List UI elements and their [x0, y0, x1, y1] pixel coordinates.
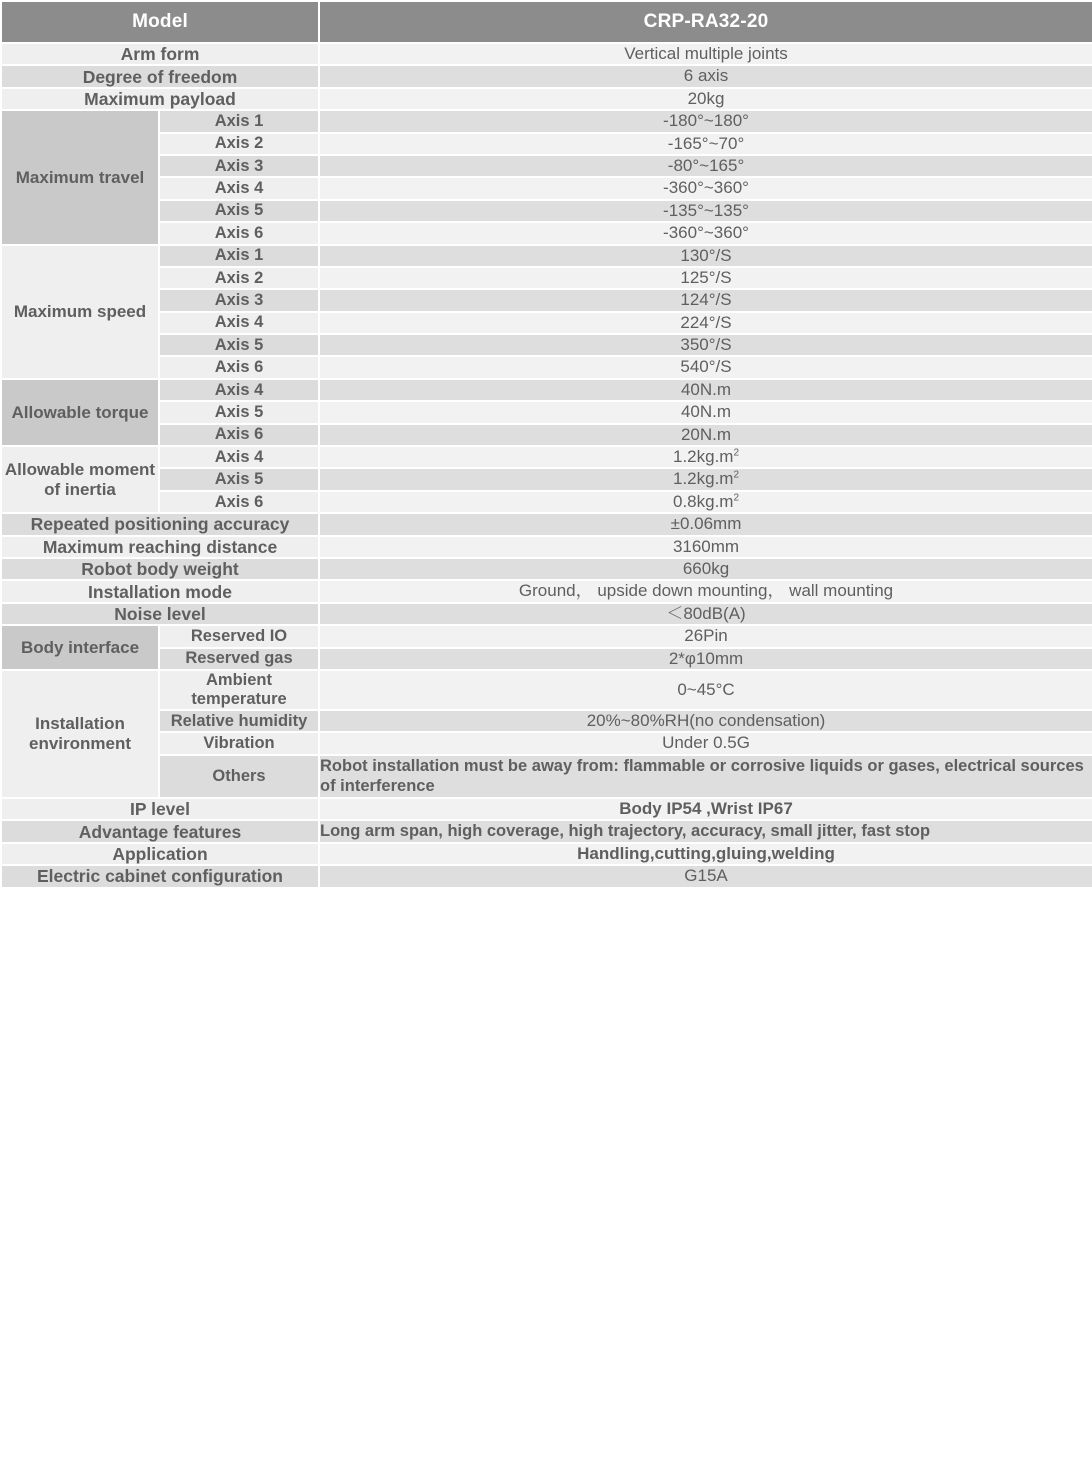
table-header-row	[1, 1, 1092, 43]
cell-value-vibration: Under 0.5G	[319, 732, 1092, 754]
cell-value-reserved-gas: 2*φ10mm	[319, 648, 1092, 670]
cell-value: -135°~135°	[319, 200, 1092, 222]
row-label-ip-level: IP level	[1, 798, 319, 820]
sub-label-axis: Axis 4	[159, 312, 319, 334]
table-row	[1, 625, 1092, 647]
table-row	[1, 513, 1092, 535]
row-label-noise-level: Noise level	[1, 603, 319, 625]
cell-value: -180°~180°	[319, 110, 1092, 132]
sub-label-axis: Axis 3	[159, 155, 319, 177]
header-model-value: CRP-RA32-20	[319, 1, 1092, 43]
sub-label-axis: Axis 5	[159, 401, 319, 423]
sub-label-relative-humidity: Relative humidity	[159, 710, 319, 732]
cell-value: -80°~165°	[319, 155, 1092, 177]
table-row	[1, 110, 1092, 132]
row-value-robot-body-weight: 660kg	[319, 558, 1092, 580]
sub-label-reserved-gas: Reserved gas	[159, 648, 319, 670]
table-row	[1, 843, 1092, 865]
table-row	[1, 558, 1092, 580]
row-value-ip-level: Body IP54 ,Wrist IP67	[319, 798, 1092, 820]
group-label-body-interface: Body interface	[1, 625, 159, 670]
cell-value: $1.2kg.m^2$	[319, 468, 1092, 490]
row-label-degree-of-freedom: Degree of freedom	[1, 65, 319, 87]
sub-label-reserved-io: Reserved IO	[159, 625, 319, 647]
table-row	[1, 865, 1092, 887]
sub-label-ambient-temperature: Ambient temperature	[159, 670, 319, 710]
sub-label-axis: Axis 1	[159, 110, 319, 132]
table-row	[1, 710, 1092, 732]
group-label-allowable-torque: Allowable torque	[1, 379, 159, 446]
row-label-maximum-payload: Maximum payload	[1, 88, 319, 110]
table-row	[1, 155, 1092, 177]
row-value-degree-of-freedom: 6 axis	[319, 65, 1092, 87]
sub-label-axis: Axis 4	[159, 446, 319, 468]
table-row	[1, 43, 1092, 65]
sub-label-axis: Axis 6	[159, 424, 319, 446]
cell-value: 124°/S	[319, 289, 1092, 311]
row-value-repeated-positioning-accuracy: ±0.06mm	[319, 513, 1092, 535]
table-row	[1, 670, 1092, 710]
cell-value: 20N.m	[319, 424, 1092, 446]
sub-label-axis: Axis 5	[159, 334, 319, 356]
table-row	[1, 820, 1092, 843]
table-row	[1, 289, 1092, 311]
table-row	[1, 312, 1092, 334]
row-label-arm-form: Arm form	[1, 43, 319, 65]
sub-label-axis: Axis 2	[159, 267, 319, 289]
table-row	[1, 379, 1092, 401]
sub-label-axis: Axis 6	[159, 222, 319, 244]
sub-label-axis: Axis 1	[159, 245, 319, 267]
table-row	[1, 222, 1092, 244]
table-row	[1, 200, 1092, 222]
table-row	[1, 580, 1092, 602]
table-row	[1, 468, 1092, 490]
header-model-label: Model	[1, 1, 319, 43]
sub-label-vibration: Vibration	[159, 732, 319, 754]
cell-value: 40N.m	[319, 379, 1092, 401]
cell-value-reserved-io: 26Pin	[319, 625, 1092, 647]
sub-label-axis: Axis 4	[159, 379, 319, 401]
cell-value: $0.8kg.m^2$	[319, 491, 1092, 513]
row-label-installation-mode: Installation mode	[1, 580, 319, 602]
table-row	[1, 245, 1092, 267]
cell-value: 350°/S	[319, 334, 1092, 356]
cell-value-others: Robot installation must be away from: flammable or corrosive liquids or gases, electrical sources of interference	[319, 755, 1092, 798]
sub-label-axis: Axis 3	[159, 289, 319, 311]
sub-label-axis: Axis 5	[159, 200, 319, 222]
table-row	[1, 648, 1092, 670]
row-label-maximum-reaching-distance: Maximum reaching distance	[1, 536, 319, 558]
table-row	[1, 446, 1092, 468]
sub-label-axis: Axis 4	[159, 177, 319, 199]
row-label-electric-cabinet-configuration: Electric cabinet configuration	[1, 865, 319, 887]
sub-label-axis: Axis 5	[159, 468, 319, 490]
table-row	[1, 88, 1092, 110]
table-row	[1, 177, 1092, 199]
table-row	[1, 133, 1092, 155]
cell-value: 130°/S	[319, 245, 1092, 267]
cell-value-ambient-temperature: 0~45°C	[319, 670, 1092, 710]
cell-value: 224°/S	[319, 312, 1092, 334]
row-value-electric-cabinet-configuration: G15A	[319, 865, 1092, 887]
table-row	[1, 424, 1092, 446]
sub-label-others: Others	[159, 755, 319, 798]
group-label-allowable-moment-of-inertia: Allowable moment of inertia	[1, 446, 159, 513]
row-label-advantage-features: Advantage features	[1, 820, 319, 843]
cell-value: 125°/S	[319, 267, 1092, 289]
group-label-maximum-speed: Maximum speed	[1, 245, 159, 379]
row-label-repeated-positioning-accuracy: Repeated positioning accuracy	[1, 513, 319, 535]
table-row	[1, 798, 1092, 820]
row-value-maximum-reaching-distance: 3160mm	[319, 536, 1092, 558]
table-row	[1, 536, 1092, 558]
table-row	[1, 603, 1092, 625]
row-value-application: Handling,cutting,gluing,welding	[319, 843, 1092, 865]
cell-value: -360°~360°	[319, 177, 1092, 199]
row-value-arm-form: Vertical multiple joints	[319, 43, 1092, 65]
table-row	[1, 732, 1092, 754]
cell-value: -360°~360°	[319, 222, 1092, 244]
table-row	[1, 401, 1092, 423]
table-row	[1, 267, 1092, 289]
sub-label-axis: Axis 6	[159, 356, 319, 378]
row-value-maximum-payload: 20kg	[319, 88, 1092, 110]
cell-value: $1.2kg.m^2$	[319, 446, 1092, 468]
cell-value: 540°/S	[319, 356, 1092, 378]
row-value-installation-mode: Ground， upside down mounting， wall mounting	[319, 580, 1092, 602]
sub-label-axis: Axis 6	[159, 491, 319, 513]
group-label-maximum-travel: Maximum travel	[1, 110, 159, 244]
sub-label-axis: Axis 2	[159, 133, 319, 155]
row-label-robot-body-weight: Robot body weight	[1, 558, 319, 580]
row-value-noise-level: ＜80dB(A)	[319, 603, 1092, 625]
table-row	[1, 65, 1092, 87]
cell-value: 40N.m	[319, 401, 1092, 423]
cell-value: -165°~70°	[319, 133, 1092, 155]
cell-value-relative-humidity: 20%~80%RH(no condensation)	[319, 710, 1092, 732]
table-row	[1, 356, 1092, 378]
table-row	[1, 334, 1092, 356]
row-value-advantage-features: Long arm span, high coverage, high trajectory, accuracy, small jitter, fast stop	[319, 820, 1092, 843]
table-row	[1, 755, 1092, 798]
row-label-application: Application	[1, 843, 319, 865]
group-label-installation-environment: Installation environment	[1, 670, 159, 798]
table-row	[1, 491, 1092, 513]
